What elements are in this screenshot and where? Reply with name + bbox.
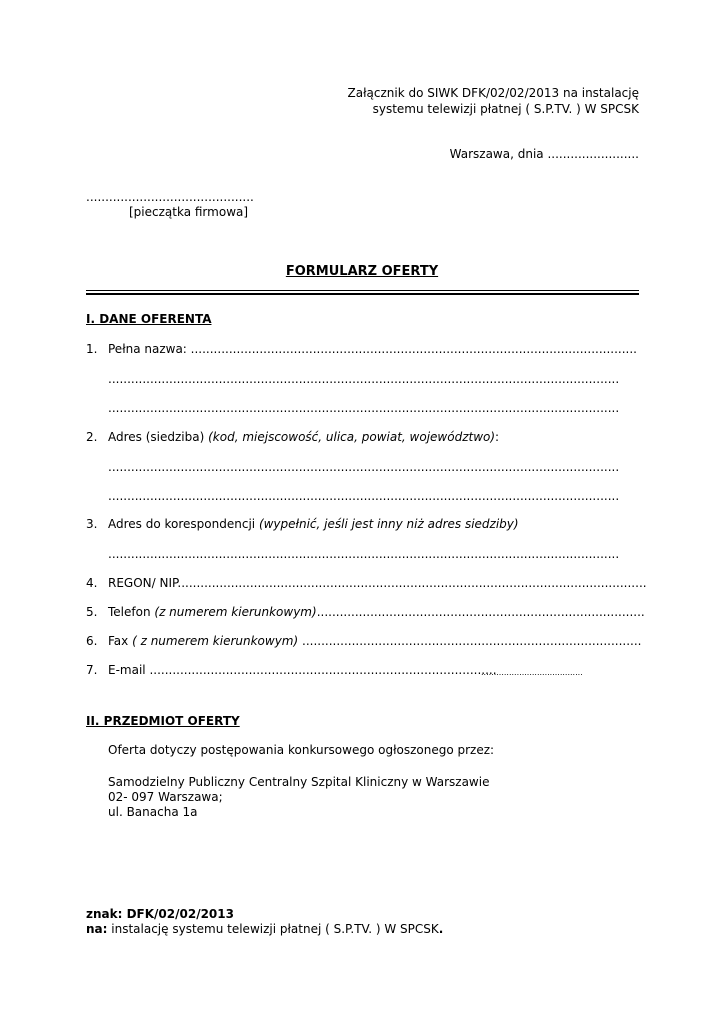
section-2-intro: Oferta dotyczy postępowania konkursowego ogłoszonego przez:	[108, 743, 495, 757]
item-2-suffix: :	[495, 430, 500, 444]
address-line-2: 02- 097 Warszawa;	[108, 790, 223, 804]
double-rule-top	[86, 290, 639, 291]
item-number: 1.	[86, 342, 98, 356]
item-2-note: (kod, miejscowość, ulica, powiat, województwo)	[208, 430, 496, 444]
item-3-dotline[interactable]: ......................................................................................................................................	[108, 547, 620, 561]
item-6-note: ( z numerem kierunkowym)	[132, 634, 299, 648]
header-line-1: Załącznik do SIWK DFK/02/02/2013 na instalację	[347, 86, 639, 100]
form-title: FORMULARZ OFERTY	[285, 264, 439, 279]
item-4-label: REGON/ NIP	[108, 576, 178, 590]
item-number: 2.	[86, 430, 98, 444]
item-2-label: Adres (siedziba)	[108, 430, 209, 444]
item-number: 4.	[86, 576, 98, 590]
item-3-row	[108, 517, 519, 531]
item-1-row	[108, 342, 637, 356]
item-1-dotline-2[interactable]: ......................................................................................................................................	[108, 372, 620, 386]
address-line-1: Samodzielny Publiczny Centralny Szpital Kliniczny w Warszawie	[108, 775, 490, 789]
item-number: 3.	[86, 517, 98, 531]
item-6-label: Fax	[108, 634, 133, 648]
item-3-label: Adres do korespondencji	[108, 517, 259, 531]
double-rule-bottom	[86, 293, 639, 295]
item-number: 7.	[86, 663, 98, 677]
znak-label: znak: DFK/02/02/2013	[86, 907, 234, 921]
item-5-fill[interactable]: ......................................................................................	[316, 605, 645, 619]
item-2-dotline-1[interactable]: ......................................................................................................................................	[108, 460, 620, 474]
na-text: instalację systemu telewizji płatnej ( S.P.TV. ) W SPCSK	[107, 922, 439, 936]
na-end: .	[438, 922, 444, 936]
item-2-dotline-2[interactable]: ......................................................................................................................................	[108, 489, 620, 503]
stamp-dots: ............................................	[86, 190, 254, 204]
item-1-dotline-3[interactable]: ......................................................................................................................................	[108, 401, 620, 415]
item-5-note: (z numerem kierunkowym)	[154, 605, 317, 619]
item-number: 6.	[86, 634, 98, 648]
header-line-2: systemu telewizji płatnej ( S.P.TV. ) W SPCSK	[372, 102, 639, 116]
item-6-row	[108, 634, 642, 648]
place-date: Warszawa, dnia ........................	[449, 147, 639, 161]
list-item	[86, 342, 97, 356]
item-5-label: Telefon	[108, 605, 155, 619]
item-4-row	[108, 576, 647, 590]
item-7-label: E-mail	[108, 663, 150, 677]
address-line-3: ul. Banacha 1a	[108, 805, 198, 819]
na-label: na:	[86, 922, 108, 936]
na-line	[86, 922, 443, 936]
item-4-fill[interactable]: ...........................................................................................................................	[177, 576, 647, 590]
section-1-heading: I. DANE OFERENTA	[86, 312, 212, 326]
item-6-fill[interactable]: .........................................................................................	[298, 634, 642, 648]
item-3-note: (wypełnić, jeśli jest inny niż adres siedziby)	[258, 517, 519, 531]
item-7-row	[108, 663, 497, 677]
item-1-fill[interactable]: .....................................................................................................................	[190, 342, 637, 356]
item-7-fill[interactable]: ...........................................................................................	[149, 663, 497, 677]
item-2-row	[108, 430, 499, 444]
stamp-label: [pieczątka firmowa]	[129, 205, 249, 219]
item-5-row	[108, 605, 645, 619]
item-7-extra-dots: ........................................	[481, 668, 583, 677]
item-number: 5.	[86, 605, 98, 619]
section-2-heading: II. PRZEDMIOT OFERTY	[86, 714, 240, 728]
item-1-label: Pełna nazwa:	[108, 342, 187, 356]
